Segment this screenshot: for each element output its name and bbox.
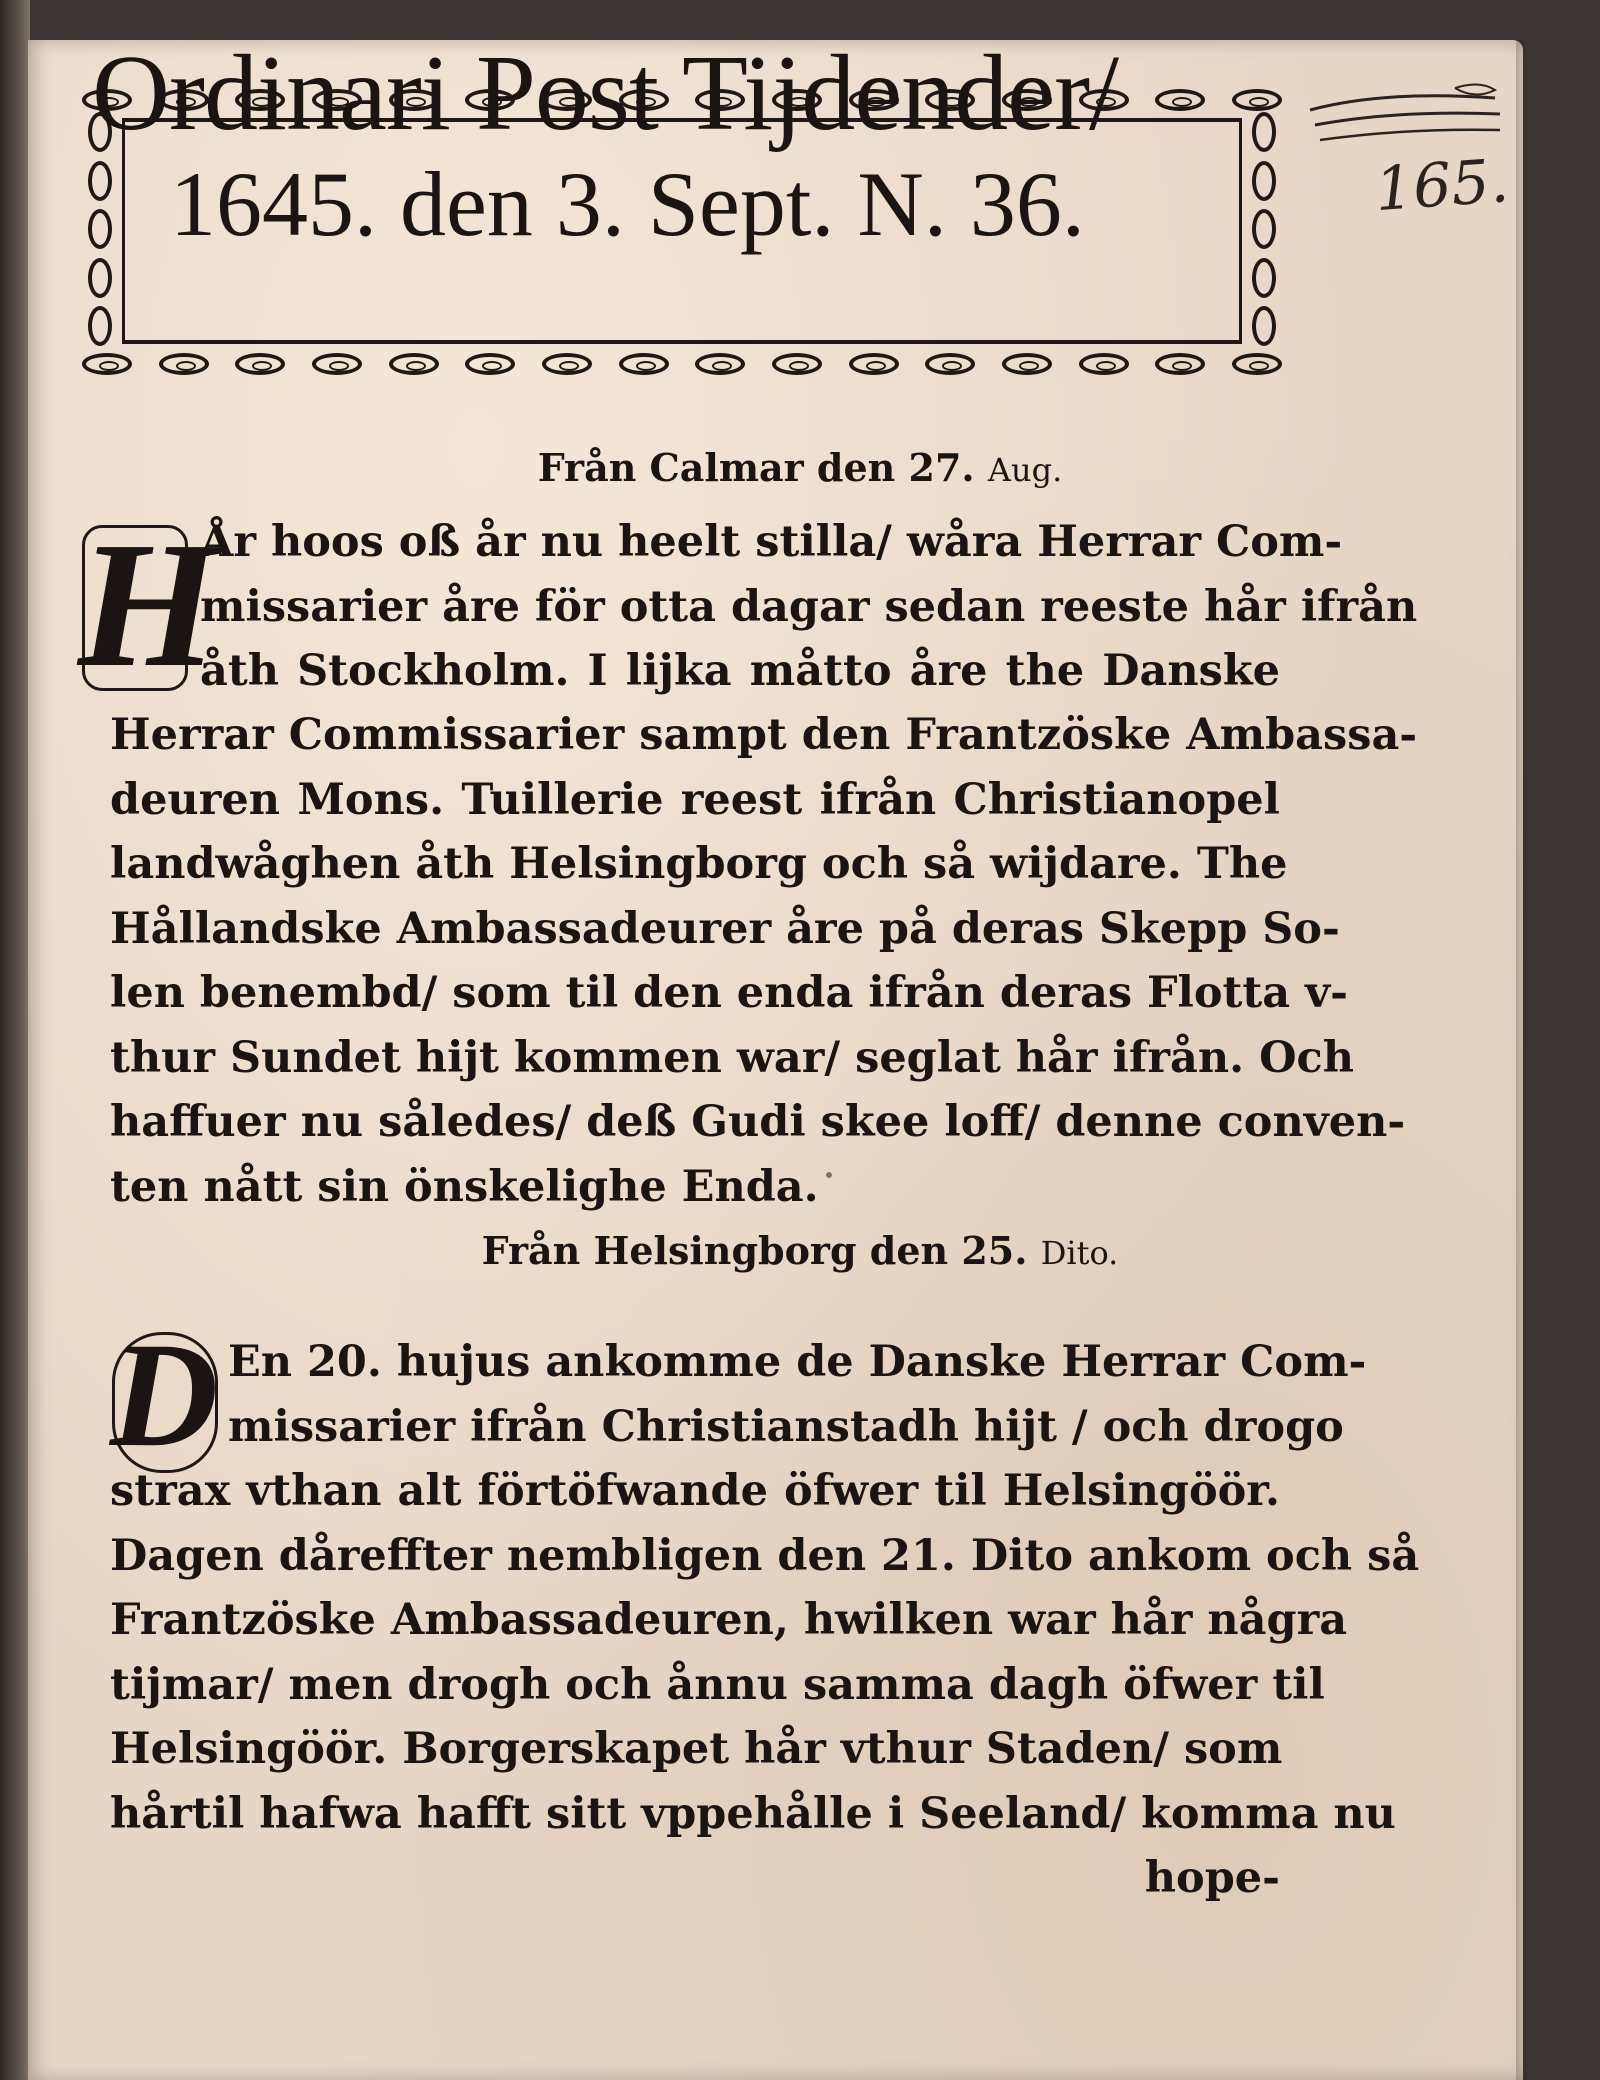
article-helsingborg-body bbox=[110, 1459, 1420, 1911]
book-gutter bbox=[0, 0, 30, 2080]
text-line: missarier åre för otta dagar sedan reeste hår ifrån bbox=[200, 581, 1418, 632]
text-line: deuren Mons. Tuillerie reest ifrån Christianopel bbox=[110, 774, 1280, 825]
text-line: strax vthan alt förtöfwande öfwer til Helsingöör. bbox=[110, 1466, 1280, 1516]
ornament-ring-icon bbox=[619, 353, 669, 375]
dateline-helsingborg bbox=[0, 1228, 1600, 1273]
ornament-border-bottom bbox=[82, 346, 1282, 382]
text-line: Helsingöör. Borgerskapet hår vthur Staden/ som bbox=[110, 1724, 1283, 1774]
ornament-ring-icon bbox=[1252, 258, 1276, 298]
ornament-ring-icon bbox=[1252, 306, 1276, 346]
article-helsingborg-intro bbox=[228, 1330, 1367, 1459]
ornament-ring-icon bbox=[1232, 89, 1282, 111]
article-calmar-intro bbox=[200, 510, 1418, 704]
catchword: hope- bbox=[1144, 1853, 1280, 1903]
ornament-ring-icon bbox=[1232, 353, 1282, 375]
text-line: Hållandske Ambassadeurer åre på deras Skepp So- bbox=[110, 903, 1340, 954]
ornament-ring-icon bbox=[159, 353, 209, 375]
ornament-ring-icon bbox=[1155, 353, 1205, 375]
ornament-ring-icon bbox=[1079, 353, 1129, 375]
text-line: År hoos oß år nu heelt stilla/ wåra Herrar Com- bbox=[200, 517, 1343, 567]
dateline-calmar bbox=[0, 445, 1600, 490]
text-line: Dagen dåreffter nembligen den 21. Dito ankom och så bbox=[110, 1530, 1420, 1581]
text-line: tijmar/ men drogh och ånnu samma dagh öfwer til bbox=[110, 1659, 1325, 1710]
ornament-ring-icon bbox=[1002, 353, 1052, 375]
ornament-ring-icon bbox=[88, 209, 112, 249]
ornament-ring-icon bbox=[88, 306, 112, 346]
text-line: thur Sundet hijt kommen war/ seglat hår ifrån. Och bbox=[110, 1032, 1354, 1083]
ornament-ring-icon bbox=[312, 353, 362, 375]
paper-speck bbox=[826, 1172, 832, 1178]
text-line: missarier ifrån Christianstadh hijt / och drogo bbox=[228, 1401, 1344, 1452]
ornament-ring-icon bbox=[695, 353, 745, 375]
dateline-text: Från Helsingborg den 25. bbox=[481, 1228, 1028, 1273]
text-line: Frantzöske Ambassadeuren, hwilken war hår några bbox=[110, 1595, 1348, 1645]
handwritten-folio-number: 165. bbox=[1372, 145, 1511, 226]
ornament-ring-icon bbox=[88, 258, 112, 298]
ornament-ring-icon bbox=[849, 353, 899, 375]
ornament-ring-icon bbox=[542, 353, 592, 375]
ornament-ring-icon bbox=[82, 353, 132, 375]
ornament-ring-icon bbox=[1252, 112, 1276, 152]
ornament-border-right bbox=[1246, 112, 1282, 346]
text-line: haffuer nu således/ deß Gudi skee loff/ denne conven- bbox=[110, 1097, 1406, 1147]
ornament-ring-icon bbox=[235, 353, 285, 375]
text-line: En 20. hujus ankomme de Danske Herrar Com- bbox=[228, 1337, 1367, 1387]
text-line: Herrar Commissarier sampt den Frantzöske Ambassa- bbox=[110, 710, 1418, 760]
text-line: len benembd/ som til den enda ifrån deras Flotta v- bbox=[110, 968, 1348, 1018]
ornament-ring-icon bbox=[389, 353, 439, 375]
dateline-month: Aug. bbox=[987, 451, 1063, 489]
dateline-text: Från Calmar den 27. bbox=[537, 445, 975, 490]
page-edge-shadow bbox=[1516, 40, 1528, 2080]
text-line: hårtil hafwa hafft sitt vppehålle i Seeland/ komma nu bbox=[110, 1788, 1396, 1839]
ornament-ring-icon bbox=[88, 161, 112, 201]
dropcap-letter: D bbox=[110, 1312, 219, 1478]
ornament-ring-icon bbox=[772, 353, 822, 375]
ornament-ring-icon bbox=[925, 353, 975, 375]
text-line: landwåghen åth Helsingborg och så wijdare. The bbox=[110, 839, 1288, 889]
article-calmar-body bbox=[110, 703, 1418, 1219]
ornament-ring-icon bbox=[465, 353, 515, 375]
dateline-ref: Dito. bbox=[1040, 1234, 1119, 1272]
dropcap-letter: H bbox=[78, 505, 219, 704]
ornament-ring-icon bbox=[1252, 209, 1276, 249]
text-line: åth Stockholm. I lijka måtto åre the Danske bbox=[200, 646, 1280, 696]
masthead-issue-line: 1645. den 3. Sept. N. 36. bbox=[170, 153, 1085, 255]
text-line: ten nått sin önskelighe Enda. bbox=[110, 1161, 819, 1212]
ornament-ring-icon bbox=[1252, 161, 1276, 201]
masthead-title: Ordinari Post Tijdender/ bbox=[92, 34, 1119, 153]
